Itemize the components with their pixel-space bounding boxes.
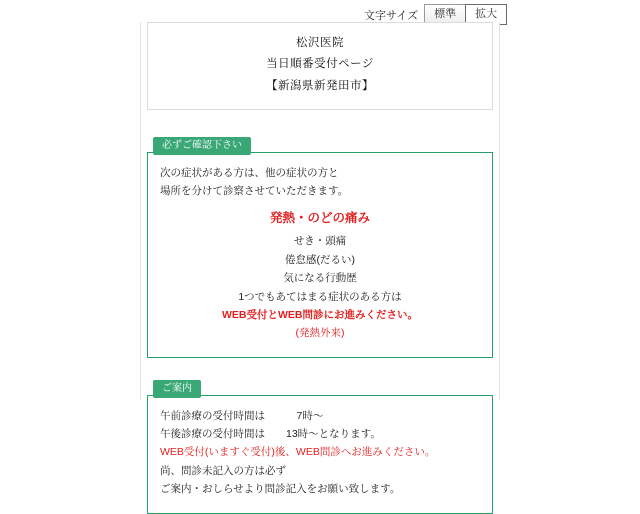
symptom-heading: 発熱・のどの痛み xyxy=(269,210,370,225)
font-size-standard-button[interactable]: 標準 xyxy=(424,4,465,25)
info-section-tab: ご案内 xyxy=(153,380,201,398)
warning-section-body xyxy=(147,152,493,358)
symptom-condition: 1つでもあてはまる症状のある方は xyxy=(238,290,402,303)
symptom-item-3: 気になる行動歴 xyxy=(283,272,357,285)
spacer xyxy=(160,201,480,208)
symptom-item-2: 倦怠感(だるい) xyxy=(285,253,355,266)
warning-line-2: 場所を分けて診察させていただきます。 xyxy=(160,185,349,198)
info-line-afternoon: 午後診療の受付時間は 13時〜となります。 xyxy=(160,428,381,441)
info-section xyxy=(147,378,493,514)
info-line-note-1: 尚、問診未記入の方は必ず xyxy=(160,464,286,477)
warning-section xyxy=(147,135,493,358)
warning-line-1: 次の症状がある方は、他の症状の方と xyxy=(160,166,339,179)
symptom-action: WEB受付とWEB問診にお進みください。 xyxy=(222,308,418,321)
font-size-large-button[interactable]: 拡大 xyxy=(465,4,507,25)
main-content-column xyxy=(140,22,500,496)
font-size-label: 文字サイズ xyxy=(364,9,419,22)
clinic-location: 【新潟県新発田市】 xyxy=(266,79,374,92)
info-line-web-reception: WEB受付(いますぐ受付)後、WEB問診へお進みください。 xyxy=(160,446,436,459)
info-line-morning: 午前診療の受付時間は 7時〜 xyxy=(160,409,324,422)
symptom-note: (発熱外来) xyxy=(295,327,345,340)
symptom-item-1: せき・頭痛 xyxy=(293,235,347,248)
clinic-name: 松沢医院 xyxy=(296,37,344,49)
page-title: 当日順番受付ページ xyxy=(266,58,374,71)
clinic-title-box xyxy=(147,22,493,110)
warning-section-tab: 必ずご確認下さい xyxy=(153,137,251,155)
info-section-body xyxy=(147,395,493,514)
info-line-note-2: ご案内・おしらせより問診記入をお願い致します。 xyxy=(160,483,401,496)
